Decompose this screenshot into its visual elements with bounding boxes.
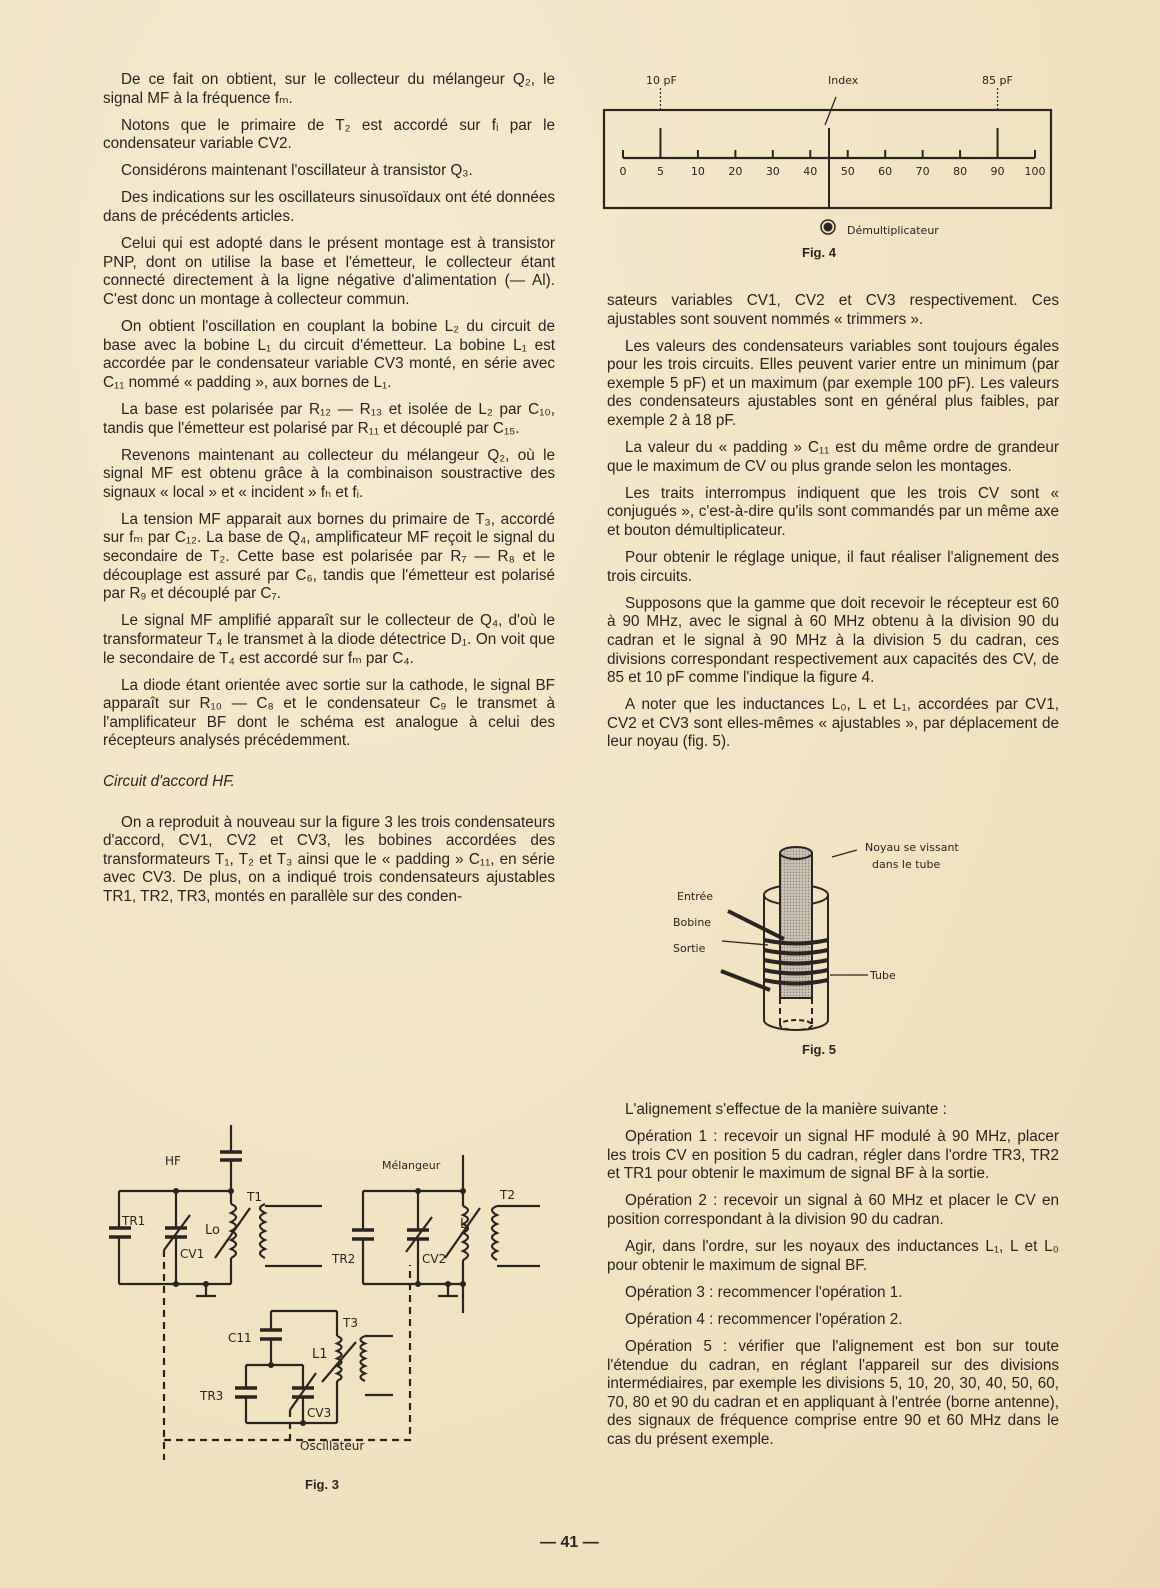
paragraph: Les traits interrompus indiquent que les trois CV sont « conjugués », c'est-à-dire qu'ils sont commandés par un même axe et bouton démultiplicateur. <box>607 484 1059 540</box>
fig4-caption: Fig. 4 <box>802 245 836 260</box>
fig3-caption: Fig. 3 <box>305 1477 339 1492</box>
fig5-label-core: Noyau se vissant <box>865 841 959 854</box>
paragraph: Les valeurs des condensateurs variables sont toujours égales pour les trois circuits. Elles peuvent varier entre un minimum (par exemple 5 pF) et un maximum (par exemple 100 pF). Les valeurs des condensateurs ajustables sont en général plus faibles, par exemple 2 à 18 pF. <box>607 337 1059 430</box>
page-number: — 41 — <box>540 1534 599 1551</box>
fig5-label-tube: Tube <box>870 969 896 982</box>
fig5-caption: Fig. 5 <box>802 1042 836 1057</box>
paragraph: On obtient l'oscillation en couplant la bobine L₂ du circuit de base avec la bobine L₁ du circuit d'émetteur. La bobine L₁ est accordée par le condensateur variable CV3 monté, en série avec C₁₁ nommé « padding », aux bornes de L₁. <box>103 318 555 391</box>
dial-tick-label: 50 <box>840 165 855 178</box>
paragraph: Agir, dans l'ordre, sur les noyaux des inductances L₁, L et L₀ pour obtenir le maximum de signal BF. <box>607 1238 1059 1274</box>
fig3-label-cv3: CV3 <box>307 1406 332 1420</box>
left-column <box>103 71 555 915</box>
paragraph: Celui qui est adopté dans le présent montage est à transistor PNP, dont on utilise la base et l'émetteur, le collecteur étant connecté directement à la ligne négative d'alimentation (— Al). C'est donc un montage à collecteur commun. <box>103 235 555 308</box>
fig4-knob-label: Démultiplicateur <box>847 224 939 237</box>
dial-tick-label: 100 <box>1024 165 1046 178</box>
dial-tick-label: 60 <box>878 165 893 178</box>
fig3-schematic <box>100 1120 540 1460</box>
fig5-label-output: Sortie <box>673 942 706 955</box>
fig3-label-mixer: Mélangeur <box>382 1159 441 1172</box>
paragraph: De ce fait on obtient, sur le collecteur du mélangeur Q₂, le signal MF à la fréquence fₘ. <box>103 71 555 107</box>
fig3-label-l1: L1 <box>312 1347 328 1362</box>
fig4-dial <box>590 70 1060 240</box>
paragraph: Opération 1 : recevoir un signal HF modulé à 90 MHz, placer les trois CV en position 5 du cadran, régler dans l'ordre TR3, TR2 et TR1 pour obtenir le maximum de signal BF à la sortie. <box>607 1128 1059 1183</box>
fig5-label-core2: dans le tube <box>872 858 941 871</box>
fig3-label-osc: Oscillateur <box>300 1439 365 1453</box>
paragraph: Opération 4 : recommencer l'opération 2. <box>625 1310 903 1328</box>
fig3-label-cv2: CV2 <box>422 1252 447 1266</box>
fig4-label-85pf: 85 pF <box>982 74 1013 87</box>
dial-tick-label: 70 <box>915 165 930 178</box>
dial-tick-label: 20 <box>728 165 743 178</box>
fig3-label-l0: Lo <box>205 1223 220 1238</box>
fig3-label-c11: C11 <box>228 1331 252 1345</box>
fig3-label-tr3: TR3 <box>200 1389 224 1403</box>
paragraph: Revenons maintenant au collecteur du mélangeur Q₂, où le signal MF est obtenu grâce à la combinaison soustractive des signaux « local » et « incident » fₕ et fᵢ. <box>103 446 555 501</box>
paragraph: On a reproduit à nouveau sur la figure 3 les trois condensateurs d'accord, CV1, CV2 et CV3, les bobines accordées des transformateurs T₁, T₂ et T₃ ainsi que le « padding » C₁₁, en série avec CV3. De plus, on a indiqué trois condensateurs ajustables TR1, TR2, TR3, montés en parallèle sur des conden- <box>103 813 555 905</box>
paragraph: La valeur du « padding » C₁₁ est du même ordre de grandeur que le maximum de CV ou plus grande selon les montages. <box>607 439 1059 475</box>
fig3-label-tr2: TR2 <box>332 1252 356 1266</box>
paragraph: Opération 3 : recommencer l'opération 1. <box>625 1283 903 1301</box>
paragraph: Le signal MF amplifié apparaît sur le collecteur de Q₄, d'où le transformateur T₄ le transmet à la diode détectrice D₁. On voit que le secondaire de T₄ est accordé sur fₘ par C₄. <box>103 612 555 667</box>
fig3-label-l: L <box>460 1217 468 1232</box>
fig3-label-t3: T3 <box>343 1316 358 1330</box>
paragraph: Notons que le primaire de T₂ est accordé sur fᵢ par le condensateur variable CV2. <box>103 116 555 153</box>
fig4-label-10pf: 10 pF <box>646 74 677 87</box>
paragraph: Supposons que la gamme que doit recevoir le récepteur est 60 à 90 MHz, avec le signal à 60 MHz obtenu à la division 90 du cadran et le signal à 90 MHz à la division 5 du cadran, ces divisions correspondant respectivement aux capacités des CV, de 85 et 10 pF comme l'indique la figure 4. <box>607 594 1059 687</box>
paragraph: A noter que les inductances L₀, L et L₁, accordées par CV1, CV2 et CV3 sont elles-mêmes « ajustables », par déplacement de leur noyau (fig. 5). <box>607 696 1059 751</box>
fig3-label-cv1: CV1 <box>180 1247 205 1261</box>
dial-tick-label: 90 <box>990 165 1005 178</box>
fig3-label-t2: T2 <box>500 1188 515 1202</box>
section-heading: Circuit d'accord HF. <box>103 773 235 790</box>
paragraph: Pour obtenir le réglage unique, il faut réaliser l'alignement des trois circuits. <box>607 549 1059 585</box>
dial-tick-label: 80 <box>953 165 968 178</box>
fig3-label-tr1: TR1 <box>122 1214 146 1228</box>
fig4-label-index: Index <box>828 74 859 87</box>
fig5-label-coil: Bobine <box>673 916 712 929</box>
fig3-label-t1: T1 <box>247 1190 262 1204</box>
dial-tick-label: 0 <box>619 165 627 178</box>
fig5-label-input: Entrée <box>677 890 714 903</box>
dial-tick-label: 40 <box>803 165 818 178</box>
paragraph: La diode étant orientée avec sortie sur la cathode, le signal BF apparaît sur R₁₀ — C₈ et le condensateur C₉ le transmet à l'amplificateur BF dont le schéma est analogue à celui des récepteurs analysés précédemment. <box>103 676 555 750</box>
right-column <box>607 292 1059 761</box>
dial-tick-label: 10 <box>690 165 705 178</box>
paragraph: La tension MF apparait aux bornes du primaire de T₃, accordé sur fₘ par C₁₂. La base de Q₄, amplificateur MF reçoit le signal du secondaire de T₂. Cette base est polarisée par R₇ — R₈ et le découplage est assuré par C₆, tandis que l'émetteur est polarisé par R₉ et découplé par C₇. <box>103 510 555 603</box>
alignment-section <box>607 1101 1059 1458</box>
paragraph: La base est polarisée par R₁₂ — R₁₃ et isolée de L₂ par C₁₀, tandis que l'émetteur est polarisé par R₁₁ et découplé par C₁₅. <box>103 400 555 437</box>
paragraph: Des indications sur les oscillateurs sinusoïdaux ont été données dans de précédents articles. <box>103 189 555 226</box>
paragraph: Considérons maintenant l'oscillateur à transistor Q₃. <box>121 162 473 180</box>
fig5-coil <box>660 835 980 1035</box>
paragraph: Opération 2 : recevoir un signal à 60 MHz et placer le CV en position correspondant à la division 90 du cadran. <box>607 1192 1059 1228</box>
paragraph: Opération 5 : vérifier que l'alignement est bon sur toute l'étendue du cadran, en réglant l'appareil sur des divisions intermédiaires, par exemple les divisions 5, 10, 20, 30, 40, 50, 60, 70, 80 et 90 du cadran et en appliquant à l'entrée (borne antenne), des signaux de fréquence comprise entre 90 et 60 MHz dans le cas du présent exemple. <box>607 1337 1059 1448</box>
dial-tick-label: 30 <box>765 165 780 178</box>
dial-tick-label: 5 <box>656 165 664 178</box>
paragraph: sateurs variables CV1, CV2 et CV3 respectivement. Ces ajustables sont souvent nommés « trimmers ». <box>607 292 1059 328</box>
fig3-label-hf: HF <box>165 1154 181 1168</box>
paragraph: L'alignement s'effectue de la manière suivante : <box>625 1101 947 1118</box>
